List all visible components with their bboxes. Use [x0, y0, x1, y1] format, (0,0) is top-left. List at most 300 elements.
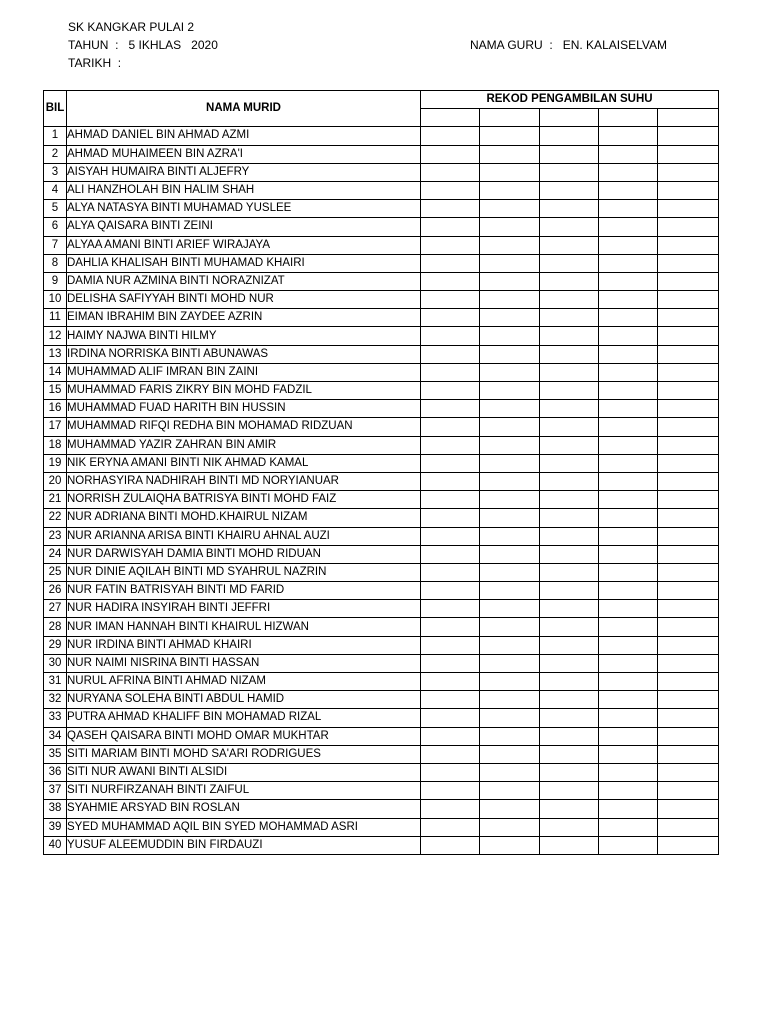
temperature-cell[interactable]: [599, 763, 658, 781]
temperature-cell[interactable]: [658, 782, 719, 800]
temperature-cell[interactable]: [421, 745, 480, 763]
temperature-cell[interactable]: [421, 600, 480, 618]
table-row: [44, 400, 719, 418]
temperature-cell[interactable]: [540, 745, 599, 763]
temperature-cell[interactable]: [480, 527, 540, 545]
temperature-cell[interactable]: [421, 763, 480, 781]
guru-label: NAMA GURU: [470, 38, 543, 52]
temperature-cell[interactable]: [658, 181, 719, 199]
temperature-cell[interactable]: [480, 145, 540, 163]
table-row: [44, 345, 719, 363]
table-row: [44, 836, 719, 854]
temperature-cell[interactable]: [599, 673, 658, 691]
temperature-cell[interactable]: [599, 727, 658, 745]
temperature-cell[interactable]: [658, 382, 719, 400]
temperature-cell[interactable]: [480, 181, 540, 199]
temperature-cell[interactable]: [540, 600, 599, 618]
temperature-cell[interactable]: [540, 145, 599, 163]
table-row: [44, 382, 719, 400]
row-bil: 37: [44, 782, 67, 800]
temperature-cell[interactable]: [540, 163, 599, 181]
temperature-cell[interactable]: [540, 673, 599, 691]
temperature-cell[interactable]: [421, 472, 480, 490]
temperature-cell[interactable]: [658, 618, 719, 636]
row-bil: 2: [44, 145, 67, 163]
temperature-cell[interactable]: [480, 309, 540, 327]
row-bil: 36: [44, 763, 67, 781]
temperature-cell[interactable]: [480, 418, 540, 436]
temperature-cell[interactable]: [658, 127, 719, 145]
row-bil: 30: [44, 654, 67, 672]
temperature-cell[interactable]: [599, 363, 658, 381]
tahun-label: TAHUN: [68, 38, 109, 52]
tarikh-separator: :: [114, 56, 128, 70]
table-row: [44, 527, 719, 545]
temperature-cell[interactable]: [540, 200, 599, 218]
temperature-cell[interactable]: [658, 327, 719, 345]
row-bil: 15: [44, 382, 67, 400]
row-nama: NURUL AFRINA BINTI AHMAD NIZAM: [67, 673, 421, 691]
row-nama: SITI NUR AWANI BINTI ALSIDI: [67, 763, 421, 781]
temperature-cell[interactable]: [421, 436, 480, 454]
row-bil: 33: [44, 709, 67, 727]
temperature-cell[interactable]: [540, 254, 599, 272]
temperature-cell[interactable]: [599, 400, 658, 418]
temperature-cell[interactable]: [540, 582, 599, 600]
temperature-cell[interactable]: [599, 818, 658, 836]
row-nama: HAIMY NAJWA BINTI HILMY: [67, 327, 421, 345]
temperature-cell[interactable]: [599, 163, 658, 181]
temperature-cell[interactable]: [540, 472, 599, 490]
temperature-cell[interactable]: [480, 509, 540, 527]
temperature-cell[interactable]: [421, 563, 480, 581]
temperature-cell[interactable]: [540, 709, 599, 727]
temperature-cell[interactable]: [480, 163, 540, 181]
temperature-cell[interactable]: [599, 472, 658, 490]
temperature-cell[interactable]: [480, 382, 540, 400]
temperature-cell[interactable]: [599, 527, 658, 545]
temperature-cell[interactable]: [421, 691, 480, 709]
temperature-cell[interactable]: [480, 618, 540, 636]
row-nama: ALYAA AMANI BINTI ARIEF WIRAJAYA: [67, 236, 421, 254]
temperature-cell[interactable]: [480, 236, 540, 254]
row-nama: YUSUF ALEEMUDDIN BIN FIRDAUZI: [67, 836, 421, 854]
row-bil: 11: [44, 309, 67, 327]
table-row: [44, 745, 719, 763]
row-bil: 9: [44, 272, 67, 290]
row-nama: MUHAMMAD FUAD HARITH BIN HUSSIN: [67, 400, 421, 418]
temperature-cell[interactable]: [599, 582, 658, 600]
row-nama: MUHAMMAD YAZIR ZAHRAN BIN AMIR: [67, 436, 421, 454]
temperature-cell[interactable]: [540, 436, 599, 454]
temperature-cell[interactable]: [480, 654, 540, 672]
temperature-cell[interactable]: [658, 436, 719, 454]
temperature-cell[interactable]: [480, 691, 540, 709]
row-bil: 6: [44, 218, 67, 236]
table-body: [44, 127, 719, 855]
row-bil: 35: [44, 745, 67, 763]
temperature-cell[interactable]: [540, 782, 599, 800]
rekod-subheader-cell: [540, 109, 599, 127]
row-nama: QASEH QAISARA BINTI MOHD OMAR MUKHTAR: [67, 727, 421, 745]
temperature-cell[interactable]: [540, 654, 599, 672]
table-row: [44, 491, 719, 509]
temperature-cell[interactable]: [480, 563, 540, 581]
temperature-cell[interactable]: [658, 491, 719, 509]
row-bil: 8: [44, 254, 67, 272]
temperature-cell[interactable]: [480, 745, 540, 763]
temperature-cell[interactable]: [599, 745, 658, 763]
row-bil: 18: [44, 436, 67, 454]
temperature-cell[interactable]: [599, 145, 658, 163]
row-bil: 12: [44, 327, 67, 345]
temperature-cell[interactable]: [480, 582, 540, 600]
row-bil: 39: [44, 818, 67, 836]
temperature-cell[interactable]: [540, 363, 599, 381]
row-nama: MUHAMMAD ALIF IMRAN BIN ZAINI: [67, 363, 421, 381]
temperature-cell[interactable]: [658, 291, 719, 309]
temperature-cell[interactable]: [421, 800, 480, 818]
temperature-cell[interactable]: [540, 218, 599, 236]
row-nama: NIK ERYNA AMANI BINTI NIK AHMAD KAMAL: [67, 454, 421, 472]
temperature-cell[interactable]: [599, 327, 658, 345]
row-nama: EIMAN IBRAHIM BIN ZAYDEE AZRIN: [67, 309, 421, 327]
temperature-cell[interactable]: [540, 836, 599, 854]
temperature-cell[interactable]: [421, 509, 480, 527]
temperature-cell[interactable]: [658, 236, 719, 254]
temperature-cell[interactable]: [658, 745, 719, 763]
temperature-cell[interactable]: [540, 618, 599, 636]
temperature-cell[interactable]: [540, 727, 599, 745]
temperature-cell[interactable]: [599, 800, 658, 818]
row-bil: 17: [44, 418, 67, 436]
temperature-cell[interactable]: [421, 345, 480, 363]
temperature-cell[interactable]: [480, 436, 540, 454]
row-bil: 1: [44, 127, 67, 145]
temperature-cell[interactable]: [421, 163, 480, 181]
temperature-cell[interactable]: [421, 582, 480, 600]
temperature-cell[interactable]: [599, 509, 658, 527]
row-nama: NUR DINIE AQILAH BINTI MD SYAHRUL NAZRIN: [67, 563, 421, 581]
temperature-cell[interactable]: [421, 709, 480, 727]
temperature-cell[interactable]: [421, 363, 480, 381]
temperature-cell[interactable]: [599, 709, 658, 727]
temperature-cell[interactable]: [480, 291, 540, 309]
temperature-cell[interactable]: [480, 363, 540, 381]
temperature-cell[interactable]: [540, 181, 599, 199]
temperature-cell[interactable]: [421, 181, 480, 199]
temperature-cell[interactable]: [658, 272, 719, 290]
temperature-cell[interactable]: [658, 582, 719, 600]
table-row: [44, 818, 719, 836]
temperature-cell[interactable]: [658, 709, 719, 727]
temperature-cell[interactable]: [599, 836, 658, 854]
temperature-cell[interactable]: [658, 636, 719, 654]
temperature-cell[interactable]: [599, 218, 658, 236]
temperature-cell[interactable]: [421, 218, 480, 236]
row-bil: 32: [44, 691, 67, 709]
temperature-cell[interactable]: [480, 709, 540, 727]
temperature-cell[interactable]: [599, 418, 658, 436]
temperature-cell[interactable]: [658, 472, 719, 490]
tahun-separator: :: [111, 38, 126, 52]
temperature-cell[interactable]: [658, 600, 719, 618]
temperature-cell[interactable]: [599, 181, 658, 199]
row-nama: DAHLIA KHALISAH BINTI MUHAMAD KHAIRI: [67, 254, 421, 272]
temperature-cell[interactable]: [540, 291, 599, 309]
table-row: [44, 727, 719, 745]
temperature-cell[interactable]: [540, 327, 599, 345]
temperature-cell[interactable]: [480, 454, 540, 472]
table-row: [44, 163, 719, 181]
temperature-cell[interactable]: [540, 127, 599, 145]
table-row: [44, 291, 719, 309]
temperature-cell[interactable]: [540, 563, 599, 581]
temperature-cell[interactable]: [480, 491, 540, 509]
temperature-cell[interactable]: [480, 636, 540, 654]
temperature-cell[interactable]: [599, 382, 658, 400]
guru-separator: :: [546, 38, 560, 52]
temperature-cell[interactable]: [658, 454, 719, 472]
temperature-cell[interactable]: [421, 654, 480, 672]
temperature-cell[interactable]: [421, 382, 480, 400]
temperature-cell[interactable]: [421, 836, 480, 854]
temperature-cell[interactable]: [540, 236, 599, 254]
table-row: [44, 654, 719, 672]
row-nama: NURYANA SOLEHA BINTI ABDUL HAMID: [67, 691, 421, 709]
temperature-cell[interactable]: [421, 491, 480, 509]
temperature-cell[interactable]: [421, 254, 480, 272]
row-nama: AHMAD DANIEL BIN AHMAD AZMI: [67, 127, 421, 145]
temperature-cell[interactable]: [599, 200, 658, 218]
table-row: [44, 673, 719, 691]
temperature-cell[interactable]: [540, 818, 599, 836]
temperature-cell[interactable]: [421, 673, 480, 691]
temperature-cell[interactable]: [421, 327, 480, 345]
temperature-cell[interactable]: [421, 309, 480, 327]
temperature-cell[interactable]: [540, 636, 599, 654]
row-nama: ALYA QAISARA BINTI ZEINI: [67, 218, 421, 236]
temperature-cell[interactable]: [658, 254, 719, 272]
temperature-cell[interactable]: [421, 127, 480, 145]
temperature-cell[interactable]: [658, 800, 719, 818]
temperature-cell[interactable]: [480, 400, 540, 418]
temperature-cell[interactable]: [480, 472, 540, 490]
temperature-cell[interactable]: [540, 800, 599, 818]
temperature-cell[interactable]: [658, 727, 719, 745]
temperature-cell[interactable]: [658, 563, 719, 581]
temperature-cell[interactable]: [599, 600, 658, 618]
row-nama: MUHAMMAD FARIS ZIKRY BIN MOHD FADZIL: [67, 382, 421, 400]
temperature-cell[interactable]: [599, 454, 658, 472]
temperature-cell[interactable]: [658, 145, 719, 163]
row-bil: 38: [44, 800, 67, 818]
row-bil: 23: [44, 527, 67, 545]
temperature-cell[interactable]: [599, 545, 658, 563]
temperature-cell[interactable]: [480, 127, 540, 145]
temperature-cell[interactable]: [599, 345, 658, 363]
temperature-cell[interactable]: [421, 618, 480, 636]
temperature-cell[interactable]: [540, 509, 599, 527]
tahun-line: [68, 36, 218, 54]
temperature-cell[interactable]: [480, 345, 540, 363]
temperature-cell[interactable]: [480, 218, 540, 236]
temperature-cell[interactable]: [599, 236, 658, 254]
guru-value: EN. KALAISELVAM: [562, 38, 667, 52]
temperature-cell[interactable]: [540, 454, 599, 472]
temperature-cell[interactable]: [658, 363, 719, 381]
temperature-cell[interactable]: [480, 200, 540, 218]
row-nama: NORRISH ZULAIQHA BATRISYA BINTI MOHD FAIZ: [67, 491, 421, 509]
row-nama: ALYA NATASYA BINTI MUHAMAD YUSLEE: [67, 200, 421, 218]
row-bil: 25: [44, 563, 67, 581]
temperature-cell[interactable]: [658, 400, 719, 418]
temperature-cell[interactable]: [421, 727, 480, 745]
temperature-cell[interactable]: [599, 491, 658, 509]
temperature-cell[interactable]: [599, 309, 658, 327]
temperature-cell[interactable]: [599, 618, 658, 636]
temperature-cell[interactable]: [480, 272, 540, 290]
temperature-cell[interactable]: [658, 763, 719, 781]
row-bil: 26: [44, 582, 67, 600]
temperature-cell[interactable]: [480, 673, 540, 691]
temperature-cell[interactable]: [480, 545, 540, 563]
temperature-cell[interactable]: [540, 309, 599, 327]
temperature-cell[interactable]: [658, 345, 719, 363]
table-row: [44, 509, 719, 527]
table-row: [44, 254, 719, 272]
table-row: [44, 582, 719, 600]
temperature-cell[interactable]: [540, 491, 599, 509]
temperature-cell[interactable]: [658, 654, 719, 672]
table-row: [44, 218, 719, 236]
temperature-cell[interactable]: [658, 691, 719, 709]
temperature-cell[interactable]: [421, 145, 480, 163]
temperature-cell[interactable]: [480, 763, 540, 781]
temperature-cell[interactable]: [480, 818, 540, 836]
temperature-cell[interactable]: [599, 691, 658, 709]
temperature-cell[interactable]: [421, 545, 480, 563]
row-nama: AISYAH HUMAIRA BINTI ALJEFRY: [67, 163, 421, 181]
temperature-cell[interactable]: [658, 818, 719, 836]
temperature-cell[interactable]: [658, 309, 719, 327]
temperature-cell[interactable]: [421, 291, 480, 309]
temperature-cell[interactable]: [599, 563, 658, 581]
row-bil: 40: [44, 836, 67, 854]
temperature-cell[interactable]: [480, 727, 540, 745]
row-nama: IRDINA NORRISKA BINTI ABUNAWAS: [67, 345, 421, 363]
row-bil: 14: [44, 363, 67, 381]
row-nama: AHMAD MUHAIMEEN BIN AZRA'I: [67, 145, 421, 163]
row-nama: NUR ARIANNA ARISA BINTI KHAIRU AHNAL AUZI: [67, 527, 421, 545]
temperature-cell[interactable]: [421, 818, 480, 836]
temperature-cell[interactable]: [658, 200, 719, 218]
temperature-cell[interactable]: [658, 509, 719, 527]
row-bil: 34: [44, 727, 67, 745]
temperature-cell[interactable]: [658, 218, 719, 236]
temperature-cell[interactable]: [421, 400, 480, 418]
temperature-cell[interactable]: [658, 527, 719, 545]
temperature-cell[interactable]: [599, 436, 658, 454]
temperature-cell[interactable]: [599, 272, 658, 290]
temperature-cell[interactable]: [540, 763, 599, 781]
temperature-cell[interactable]: [540, 382, 599, 400]
temperature-cell[interactable]: [421, 272, 480, 290]
temperature-cell[interactable]: [658, 545, 719, 563]
temperature-cell[interactable]: [540, 545, 599, 563]
temperature-cell[interactable]: [421, 636, 480, 654]
row-bil: 4: [44, 181, 67, 199]
table-row: [44, 782, 719, 800]
table-row: [44, 436, 719, 454]
temperature-cell[interactable]: [599, 254, 658, 272]
tarikh-label: TARIKH: [68, 56, 112, 70]
row-nama: SITI MARIAM BINTI MOHD SA'ARI RODRIGUES: [67, 745, 421, 763]
temperature-cell[interactable]: [540, 272, 599, 290]
guru-line: [470, 36, 667, 54]
row-nama: NUR ADRIANA BINTI MOHD.KHAIRUL NIZAM: [67, 509, 421, 527]
row-nama: DAMIA NUR AZMINA BINTI NORAZNIZAT: [67, 272, 421, 290]
row-nama: PUTRA AHMAD KHALIFF BIN MOHAMAD RIZAL: [67, 709, 421, 727]
temperature-cell[interactable]: [480, 600, 540, 618]
temperature-cell[interactable]: [421, 454, 480, 472]
temperature-cell[interactable]: [540, 400, 599, 418]
temperature-cell[interactable]: [421, 527, 480, 545]
tahun-value: 5 IKHLAS 2020: [128, 38, 218, 52]
table-row: [44, 127, 719, 145]
temperature-cell[interactable]: [599, 782, 658, 800]
table-row: [44, 563, 719, 581]
table-row: [44, 363, 719, 381]
temperature-cell[interactable]: [480, 254, 540, 272]
table-row: [44, 763, 719, 781]
temperature-cell[interactable]: [540, 345, 599, 363]
temperature-cell[interactable]: [540, 527, 599, 545]
temperature-cell[interactable]: [599, 654, 658, 672]
temperature-cell[interactable]: [540, 418, 599, 436]
temperature-cell[interactable]: [658, 163, 719, 181]
temperature-cell[interactable]: [599, 291, 658, 309]
temperature-cell[interactable]: [421, 782, 480, 800]
row-nama: NORHASYIRA NADHIRAH BINTI MD NORYIANUAR: [67, 472, 421, 490]
row-nama: SITI NURFIRZANAH BINTI ZAIFUL: [67, 782, 421, 800]
temperature-cell[interactable]: [480, 782, 540, 800]
table-row: [44, 800, 719, 818]
table-row: [44, 618, 719, 636]
row-nama: SYED MUHAMMAD AQIL BIN SYED MOHAMMAD ASRI: [67, 818, 421, 836]
temperature-cell[interactable]: [540, 691, 599, 709]
temperature-cell[interactable]: [421, 236, 480, 254]
table-row: [44, 309, 719, 327]
table-row: [44, 472, 719, 490]
temperature-cell[interactable]: [421, 200, 480, 218]
temperature-cell[interactable]: [599, 636, 658, 654]
temperature-cell[interactable]: [421, 418, 480, 436]
row-nama: DELISHA SAFIYYAH BINTI MOHD NUR: [67, 291, 421, 309]
temperature-cell[interactable]: [658, 418, 719, 436]
row-bil: 31: [44, 673, 67, 691]
row-bil: 20: [44, 472, 67, 490]
temperature-cell[interactable]: [480, 327, 540, 345]
rekod-subheader-cell: [421, 109, 480, 127]
temperature-cell[interactable]: [658, 836, 719, 854]
table-row: [44, 327, 719, 345]
temperature-cell[interactable]: [480, 800, 540, 818]
temperature-cell[interactable]: [599, 127, 658, 145]
temperature-cell[interactable]: [658, 673, 719, 691]
temperature-cell[interactable]: [480, 836, 540, 854]
rekod-subheader-cell: [599, 109, 658, 127]
